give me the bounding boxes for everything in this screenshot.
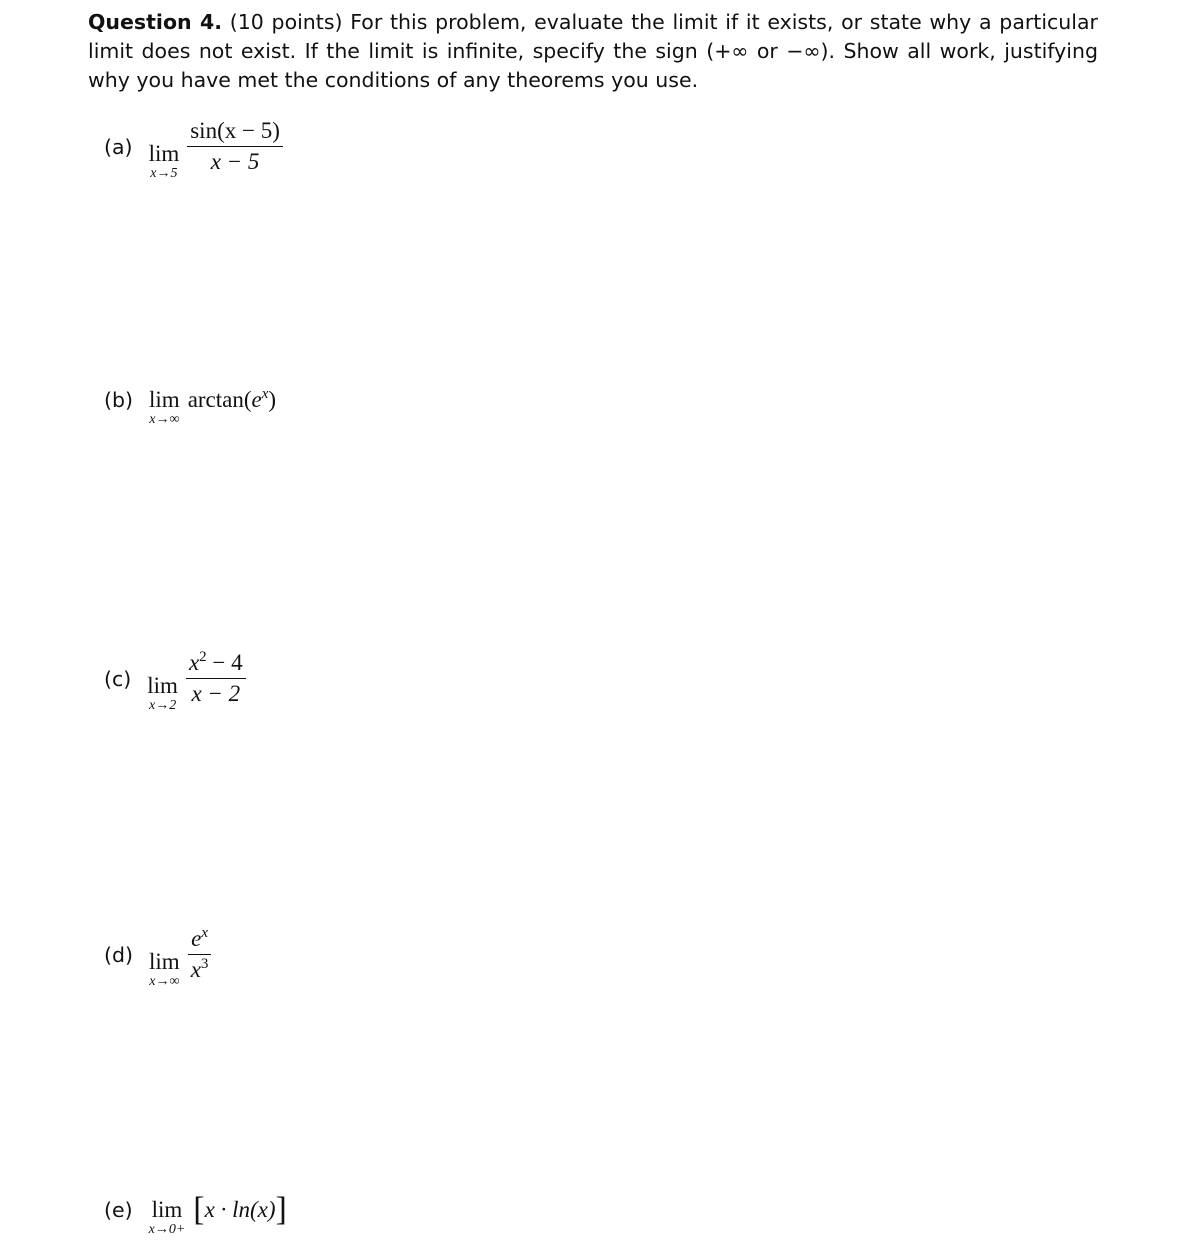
part-e xyxy=(104,1191,287,1237)
part-e-lim-word: lim xyxy=(151,1197,183,1222)
part-c-numerator xyxy=(186,651,246,678)
part-c-num-rest: − 4 xyxy=(206,650,243,675)
part-c-num-exponent: 2 xyxy=(199,649,207,665)
part-c xyxy=(104,644,246,713)
part-c-label: (c) xyxy=(104,666,132,691)
part-b-expression xyxy=(188,388,276,412)
part-c-denominator: x − 2 xyxy=(186,678,246,706)
part-a xyxy=(104,112,283,181)
part-b-label: (b) xyxy=(104,388,134,412)
part-d-fraction xyxy=(188,927,212,982)
part-d-num-base: e xyxy=(191,926,202,951)
part-b-limit xyxy=(149,388,180,427)
part-d-den-base: x xyxy=(190,957,201,982)
part-b-fn: arctan( xyxy=(187,387,252,412)
part-d-numerator xyxy=(188,927,211,954)
question-label: Question 4. xyxy=(88,10,223,34)
part-a-lim-word: lim xyxy=(148,141,180,166)
part-e-body: x · ln(x) xyxy=(204,1197,276,1222)
part-a-label: (a) xyxy=(104,134,133,159)
part-b-lim-word: lim xyxy=(149,387,180,412)
part-c-lim-word: lim xyxy=(147,673,178,698)
part-e-label: (e) xyxy=(104,1198,133,1222)
part-c-fraction xyxy=(186,651,246,706)
question-text: (10 points) For this problem, evaluate the limit if it exists, or state why a particular limit does not exist. If the limit is infinite, specify the sign (+∞ or −∞). Show all work, justifying why you have met the conditions of any theorems you use. xyxy=(88,10,1098,92)
part-e-bracket-close: ] xyxy=(275,1191,287,1228)
part-b-base: e xyxy=(251,387,262,412)
part-a-numerator: sin(x − 5) xyxy=(190,118,280,143)
part-d-limit xyxy=(149,950,180,989)
part-e-lim-sub: x→0+ xyxy=(148,1222,186,1237)
part-c-lim-sub: x→2 xyxy=(149,698,177,713)
part-e-bracket-open: [ xyxy=(193,1191,205,1228)
part-d xyxy=(104,920,211,989)
question-statement xyxy=(88,8,1098,95)
part-b xyxy=(104,388,276,427)
part-b-exponent: x xyxy=(261,386,269,402)
part-a-denominator: x − 5 xyxy=(187,146,283,174)
part-d-lim-word: lim xyxy=(149,949,180,974)
part-e-limit xyxy=(149,1198,186,1237)
part-d-label: (d) xyxy=(104,942,134,967)
part-c-num-base: x xyxy=(188,650,200,675)
part-b-close: ) xyxy=(268,387,277,412)
part-d-den-exponent: 3 xyxy=(200,956,209,972)
part-a-limit xyxy=(149,142,180,181)
part-b-lim-sub: x→∞ xyxy=(149,412,180,427)
part-d-lim-sub: x→∞ xyxy=(149,974,180,989)
part-d-num-exponent: x xyxy=(201,925,208,941)
part-a-lim-sub: x→5 xyxy=(150,166,178,181)
part-e-expression xyxy=(193,1191,287,1228)
part-a-fraction xyxy=(187,119,283,174)
part-d-denominator xyxy=(188,954,212,982)
part-c-limit xyxy=(147,674,178,713)
